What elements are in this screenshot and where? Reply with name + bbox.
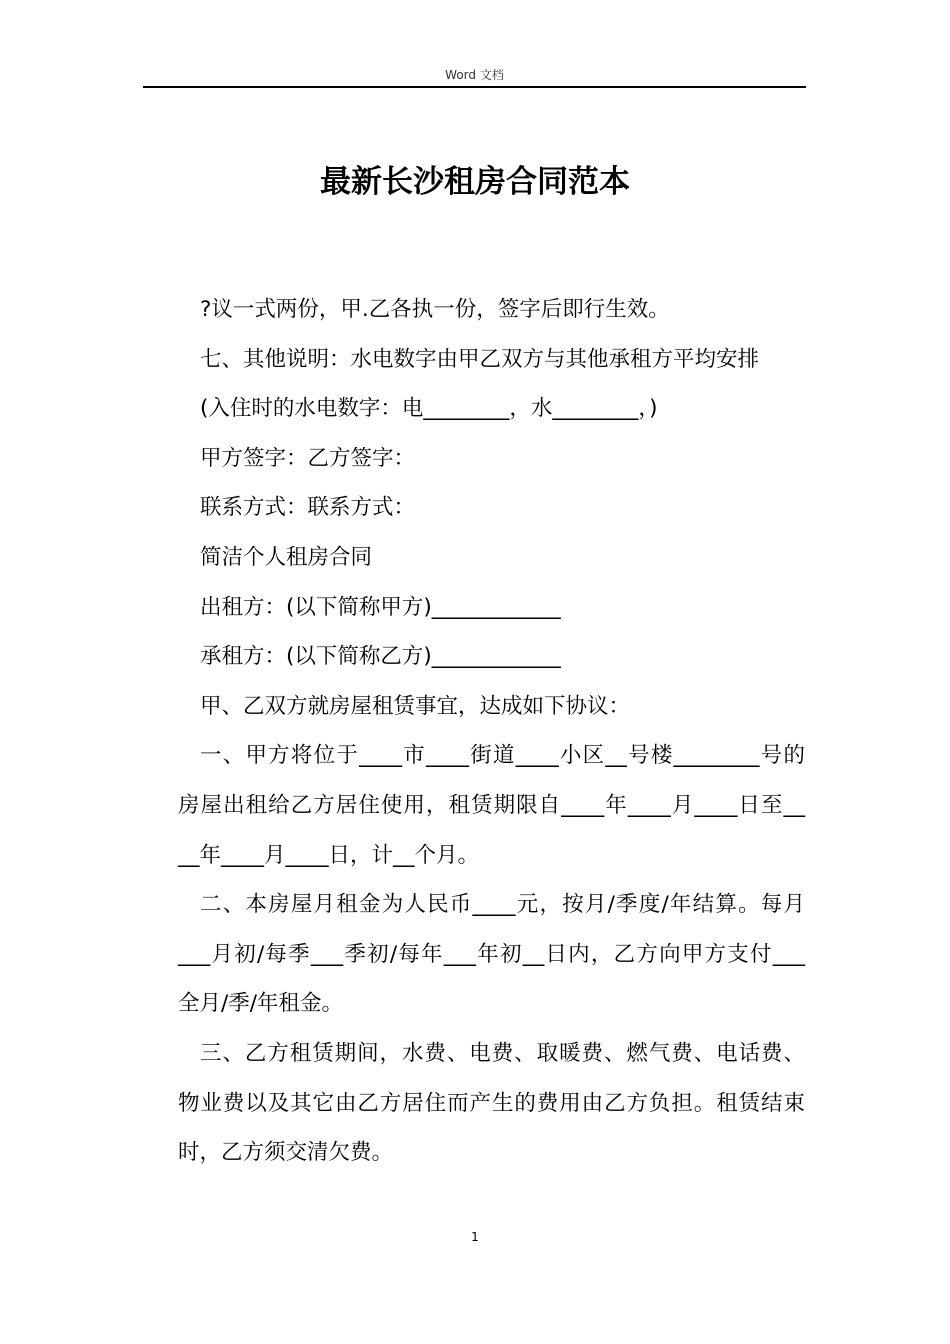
text-line: 甲、乙双方就房屋租赁事宜，达成如下协议： xyxy=(200,693,631,719)
page-number: 1 xyxy=(471,1230,479,1244)
text-line: 房屋出租给乙方居住使用，租赁期限自____年____月____日至__ xyxy=(178,792,805,818)
text-line: 联系方式：联系方式： xyxy=(200,495,416,521)
text-line: 一、甲方将位于____市____街道____小区__号楼________号的 xyxy=(200,743,805,769)
text-line: 时，乙方须交清欠费。 xyxy=(178,1140,394,1166)
text-line: 出租方：(以下简称甲方)____________ xyxy=(200,594,561,620)
text-line: ?议一式两份，甲.乙各执一份，签字后即行生效。 xyxy=(200,297,670,322)
text-line: 物业费以及其它由乙方居住而产生的费用由乙方负担。租赁结束 xyxy=(178,1090,805,1116)
text-line: 全月/季/年租金。 xyxy=(178,991,343,1017)
page-header: Word 文档 xyxy=(445,68,504,82)
text-line: 七、其他说明：水电数字由甲乙双方与其他承租方平均安排 xyxy=(200,346,760,372)
text-line: ___月初/每季___季初/每年___年初__日内，乙方向甲方支付___ xyxy=(178,941,805,967)
document-body xyxy=(178,285,805,1178)
text-line: __年____月____日，计__个月。 xyxy=(178,842,480,868)
text-line: (入住时的水电数字：电________，水________，) xyxy=(200,396,658,422)
header-divider xyxy=(143,86,806,88)
document-title: 最新长沙租房合同范本 xyxy=(320,164,630,200)
text-line: 甲方签字：乙方签字： xyxy=(200,445,416,471)
text-line: 简洁个人租房合同 xyxy=(200,544,373,570)
text-line: 二、本房屋月租金为人民币____元，按月/季度/年结算。每月 xyxy=(200,892,805,918)
text-line: 承租方：(以下简称乙方)____________ xyxy=(200,644,561,670)
text-line: 三、乙方租赁期间，水费、电费、取暖费、燃气费、电话费、 xyxy=(200,1040,805,1066)
